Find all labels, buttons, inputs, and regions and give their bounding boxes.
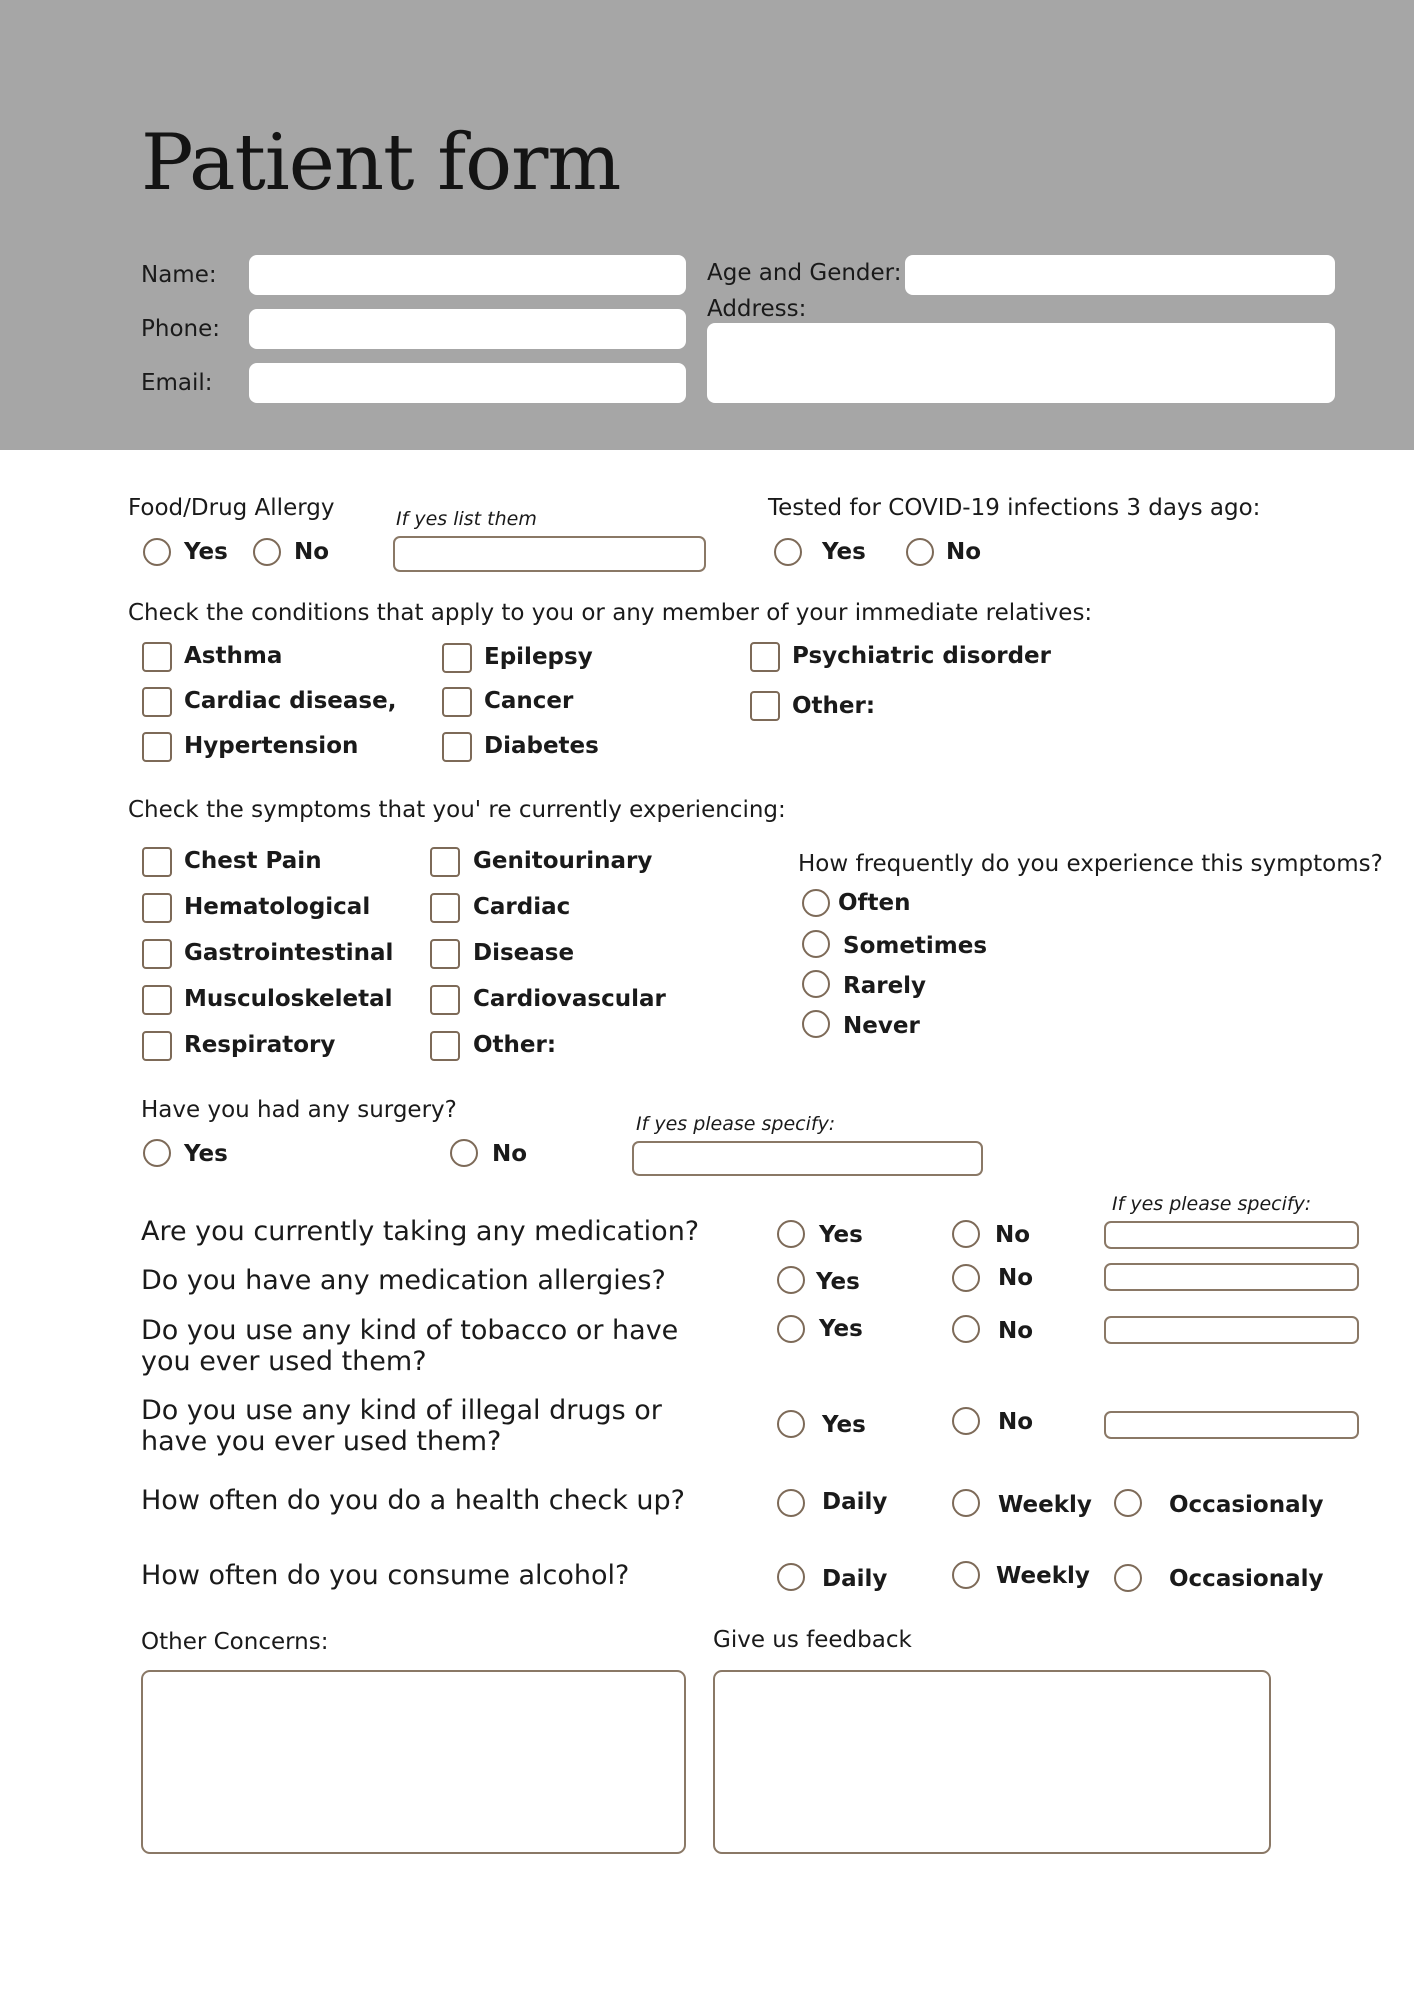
alcohol-weekly-radio[interactable] xyxy=(952,1561,980,1589)
checkup-question: How often do you do a health check up? xyxy=(141,1485,685,1516)
allergy-no-radio[interactable] xyxy=(253,538,281,566)
alcohol-question: How often do you consume alcohol? xyxy=(141,1560,630,1591)
medication-yes-radio[interactable] xyxy=(777,1220,805,1248)
surgery-label: Have you had any surgery? xyxy=(141,1097,457,1123)
drugs-question: Do you use any kind of illegal drugs or have you ever used them? xyxy=(141,1395,662,1457)
surgery-no-radio[interactable] xyxy=(450,1139,478,1167)
symptom-label: Chest Pain xyxy=(184,848,322,874)
condition-label: Epilepsy xyxy=(484,644,593,670)
condition-checkbox[interactable] xyxy=(142,732,172,762)
symptom-label: Respiratory xyxy=(184,1032,336,1058)
med-allergies-yes-label: Yes xyxy=(816,1269,860,1295)
feedback-textarea[interactable] xyxy=(713,1670,1271,1854)
condition-label: Other: xyxy=(792,693,876,719)
email-label: Email: xyxy=(141,370,213,396)
symptom-label: Genitourinary xyxy=(473,848,653,874)
other-concerns-textarea[interactable] xyxy=(141,1670,686,1854)
conditions-label: Check the conditions that apply to you or any member of your immediate relatives: xyxy=(128,600,1093,626)
alcohol-daily-label: Daily xyxy=(822,1566,888,1592)
medication-specify-field[interactable] xyxy=(1104,1221,1359,1249)
frequency-option-label: Rarely xyxy=(843,973,927,999)
allergy-label: Food/Drug Allergy xyxy=(128,495,335,521)
covid-yes-label: Yes xyxy=(822,539,866,565)
symptom-checkbox[interactable] xyxy=(430,847,460,877)
symptom-label: Cardiac xyxy=(473,894,571,920)
med-allergies-specify-field[interactable] xyxy=(1104,1263,1359,1291)
questions-specify-hint: If yes please specify: xyxy=(1112,1193,1312,1215)
drugs-no-radio[interactable] xyxy=(952,1407,980,1435)
condition-label: Hypertension xyxy=(184,733,359,759)
tobacco-yes-label: Yes xyxy=(819,1316,863,1342)
frequency-option-label: Often xyxy=(838,890,911,916)
tobacco-no-label: No xyxy=(998,1318,1034,1344)
drugs-yes-label: Yes xyxy=(822,1412,866,1438)
alcohol-occasionaly-label: Occasionaly xyxy=(1169,1566,1324,1592)
tobacco-question: Do you use any kind of tobacco or have you ever used them? xyxy=(141,1315,679,1377)
surgery-yes-label: Yes xyxy=(184,1141,228,1167)
symptom-checkbox[interactable] xyxy=(142,939,172,969)
allergy-list-hint: If yes list them xyxy=(396,508,537,530)
address-label: Address: xyxy=(707,296,807,322)
symptom-checkbox[interactable] xyxy=(142,985,172,1015)
covid-no-radio[interactable] xyxy=(906,538,934,566)
frequency-radio[interactable] xyxy=(802,1010,830,1038)
condition-checkbox[interactable] xyxy=(142,687,172,717)
allergy-yes-label: Yes xyxy=(184,539,228,565)
name-label: Name: xyxy=(141,262,217,288)
checkup-daily-label: Daily xyxy=(822,1489,888,1515)
med-allergies-no-label: No xyxy=(998,1265,1034,1291)
condition-checkbox[interactable] xyxy=(142,642,172,672)
condition-label: Cancer xyxy=(484,688,574,714)
symptom-checkbox[interactable] xyxy=(142,893,172,923)
symptom-checkbox[interactable] xyxy=(430,939,460,969)
frequency-option-label: Never xyxy=(843,1013,920,1039)
drugs-specify-field[interactable] xyxy=(1104,1411,1359,1439)
phone-field[interactable] xyxy=(249,309,686,349)
symptom-label: Other: xyxy=(473,1032,557,1058)
covid-yes-radio[interactable] xyxy=(774,538,802,566)
med-allergies-question: Do you have any medication allergies? xyxy=(141,1265,666,1296)
drugs-no-label: No xyxy=(998,1409,1034,1435)
email-field[interactable] xyxy=(249,363,686,403)
checkup-daily-radio[interactable] xyxy=(777,1489,805,1517)
symptom-checkbox[interactable] xyxy=(430,893,460,923)
symptom-label: Gastrointestinal xyxy=(184,940,394,966)
allergy-yes-radio[interactable] xyxy=(143,538,171,566)
feedback-label: Give us feedback xyxy=(713,1627,912,1653)
symptom-label: Musculoskeletal xyxy=(184,986,393,1012)
checkup-occasionaly-label: Occasionaly xyxy=(1169,1492,1324,1518)
condition-label: Asthma xyxy=(184,643,283,669)
name-field[interactable] xyxy=(249,255,686,295)
alcohol-weekly-label: Weekly xyxy=(996,1563,1090,1589)
symptom-checkbox[interactable] xyxy=(142,1031,172,1061)
frequency-radio[interactable] xyxy=(802,889,830,917)
frequency-option-label: Sometimes xyxy=(843,933,988,959)
alcohol-occasionaly-radio[interactable] xyxy=(1114,1564,1142,1592)
surgery-specify-hint: If yes please specify: xyxy=(636,1113,836,1135)
tobacco-no-radio[interactable] xyxy=(952,1315,980,1343)
address-field[interactable] xyxy=(707,323,1335,403)
condition-checkbox[interactable] xyxy=(750,642,780,672)
frequency-label: How frequently do you experience this symptoms? xyxy=(798,851,1383,877)
age-gender-field[interactable] xyxy=(905,255,1335,295)
allergy-no-label: No xyxy=(294,539,330,565)
condition-checkbox[interactable] xyxy=(442,732,472,762)
surgery-no-label: No xyxy=(492,1141,528,1167)
symptoms-label: Check the symptoms that you' re currently experiencing: xyxy=(128,797,786,823)
med-allergies-no-radio[interactable] xyxy=(952,1264,980,1292)
condition-label: Diabetes xyxy=(484,733,599,759)
med-allergies-yes-radio[interactable] xyxy=(777,1266,805,1294)
symptom-checkbox[interactable] xyxy=(430,985,460,1015)
frequency-radio[interactable] xyxy=(802,930,830,958)
alcohol-daily-radio[interactable] xyxy=(777,1563,805,1591)
symptom-label: Disease xyxy=(473,940,575,966)
tobacco-specify-field[interactable] xyxy=(1104,1316,1359,1344)
checkup-weekly-radio[interactable] xyxy=(952,1489,980,1517)
tobacco-yes-radio[interactable] xyxy=(777,1315,805,1343)
symptom-checkbox[interactable] xyxy=(142,847,172,877)
condition-checkbox[interactable] xyxy=(442,687,472,717)
covid-label: Tested for COVID-19 infections 3 days ago: xyxy=(768,495,1261,521)
allergy-list-field[interactable] xyxy=(393,536,706,572)
phone-label: Phone: xyxy=(141,316,220,342)
frequency-radio[interactable] xyxy=(802,970,830,998)
symptom-label: Cardiovascular xyxy=(473,986,666,1012)
medication-no-label: No xyxy=(995,1222,1031,1248)
condition-label: Cardiac disease, xyxy=(184,688,397,714)
symptom-checkbox[interactable] xyxy=(430,1031,460,1061)
condition-checkbox[interactable] xyxy=(442,643,472,673)
symptom-label: Hematological xyxy=(184,894,371,920)
medication-yes-label: Yes xyxy=(819,1222,863,1248)
condition-label: Psychiatric disorder xyxy=(792,643,1051,669)
condition-checkbox[interactable] xyxy=(750,691,780,721)
checkup-occasionaly-radio[interactable] xyxy=(1114,1489,1142,1517)
medication-no-radio[interactable] xyxy=(952,1220,980,1248)
age-gender-label: Age and Gender: xyxy=(707,260,902,286)
medication-question: Are you currently taking any medication? xyxy=(141,1216,700,1247)
other-concerns-label: Other Concerns: xyxy=(141,1629,329,1655)
covid-no-label: No xyxy=(946,539,982,565)
surgery-specify-field[interactable] xyxy=(632,1141,983,1176)
drugs-yes-radio[interactable] xyxy=(777,1410,805,1438)
surgery-yes-radio[interactable] xyxy=(143,1139,171,1167)
checkup-weekly-label: Weekly xyxy=(998,1492,1092,1518)
page-title: Patient form xyxy=(141,118,621,208)
